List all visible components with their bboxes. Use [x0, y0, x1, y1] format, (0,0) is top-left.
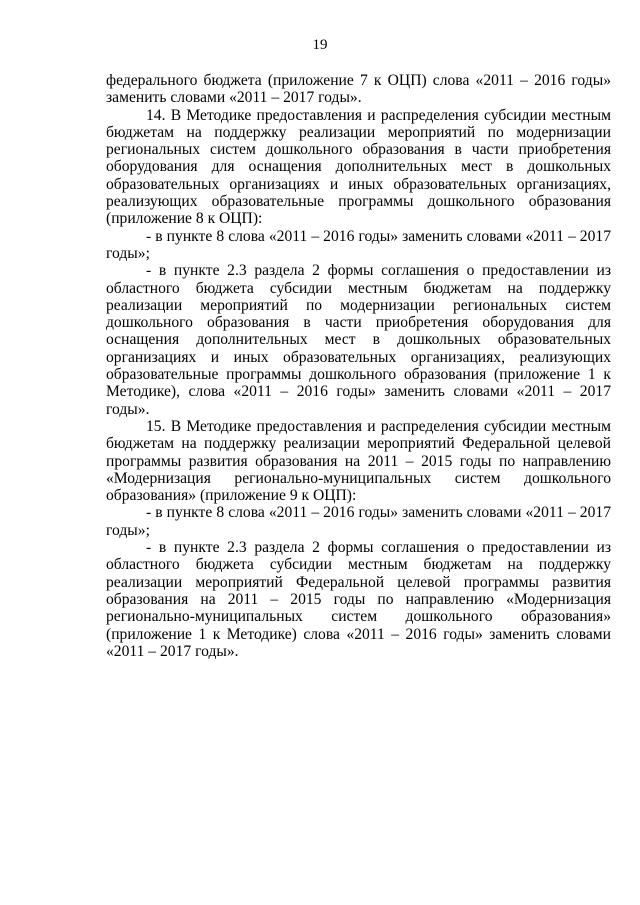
paragraph-item-15-point-8: - в пункте 8 слова «2011 – 2016 годы» заменить словами «2011 – 2017 годы»;	[106, 504, 611, 539]
paragraph-item-15: 15. В Методике предоставления и распределения субсидии местным бюджетам на поддержку реализации мероприятий Федеральной целевой программы развития образования на 2011 – 2015 годы по направлению «Модернизация регионально-муниципальных систем дошкольного образования» (приложение 9 к ОЦП):	[106, 417, 611, 505]
document-body	[106, 72, 611, 660]
paragraph-continuation: федерального бюджета (приложение 7 к ОЦП) слова «2011 – 2016 годы» заменить словами «2011 – 2017 годы».	[106, 72, 611, 107]
paragraph-item-14: 14. В Методике предоставления и распределения субсидии местным бюджетам на поддержку реализации мероприятий по модернизации региональных систем дошкольного образования в части приобретения оборудования для оснащения дополнительных мест в дошкольных образовательных организациях и иных образовательных организациях, реализующих образовательные программы дошкольного образования (приложение 8 к ОЦП):	[106, 106, 611, 228]
paragraph-item-14-point-8: - в пункте 8 слова «2011 – 2016 годы» заменить словами «2011 – 2017 годы»;	[106, 227, 611, 262]
paragraph-item-14-point-2-3: - в пункте 2.3 раздела 2 формы соглашения о предоставлении из областного бюджета субсидии местным бюджетам на поддержку реализации мероприятий по модернизации региональных систем дошкольного образования в части приобретения оборудования для оснащения дополнительных мест в дошкольных образовательных организациях и иных образовательных организациях, реализующих образовательные программы дошкольного образования (приложение 1 к Методике), слова «2011 – 2016 годы» заменить словами «2011 – 2017 годы».	[106, 262, 611, 418]
page-number: 19	[312, 37, 328, 53]
paragraph-item-15-point-2-3: - в пункте 2.3 раздела 2 формы соглашения о предоставлении из областного бюджета субсидии местным бюджетам на поддержку реализации мероприятий Федеральной целевой программы развития образования на 2011 – 2015 годы по направлению «Модернизация регионально-муниципальных систем дошкольного образования» (приложение 1 к Методике) слова «2011 – 2016 годы» заменить словами «2011 – 2017 годы».	[106, 539, 611, 660]
